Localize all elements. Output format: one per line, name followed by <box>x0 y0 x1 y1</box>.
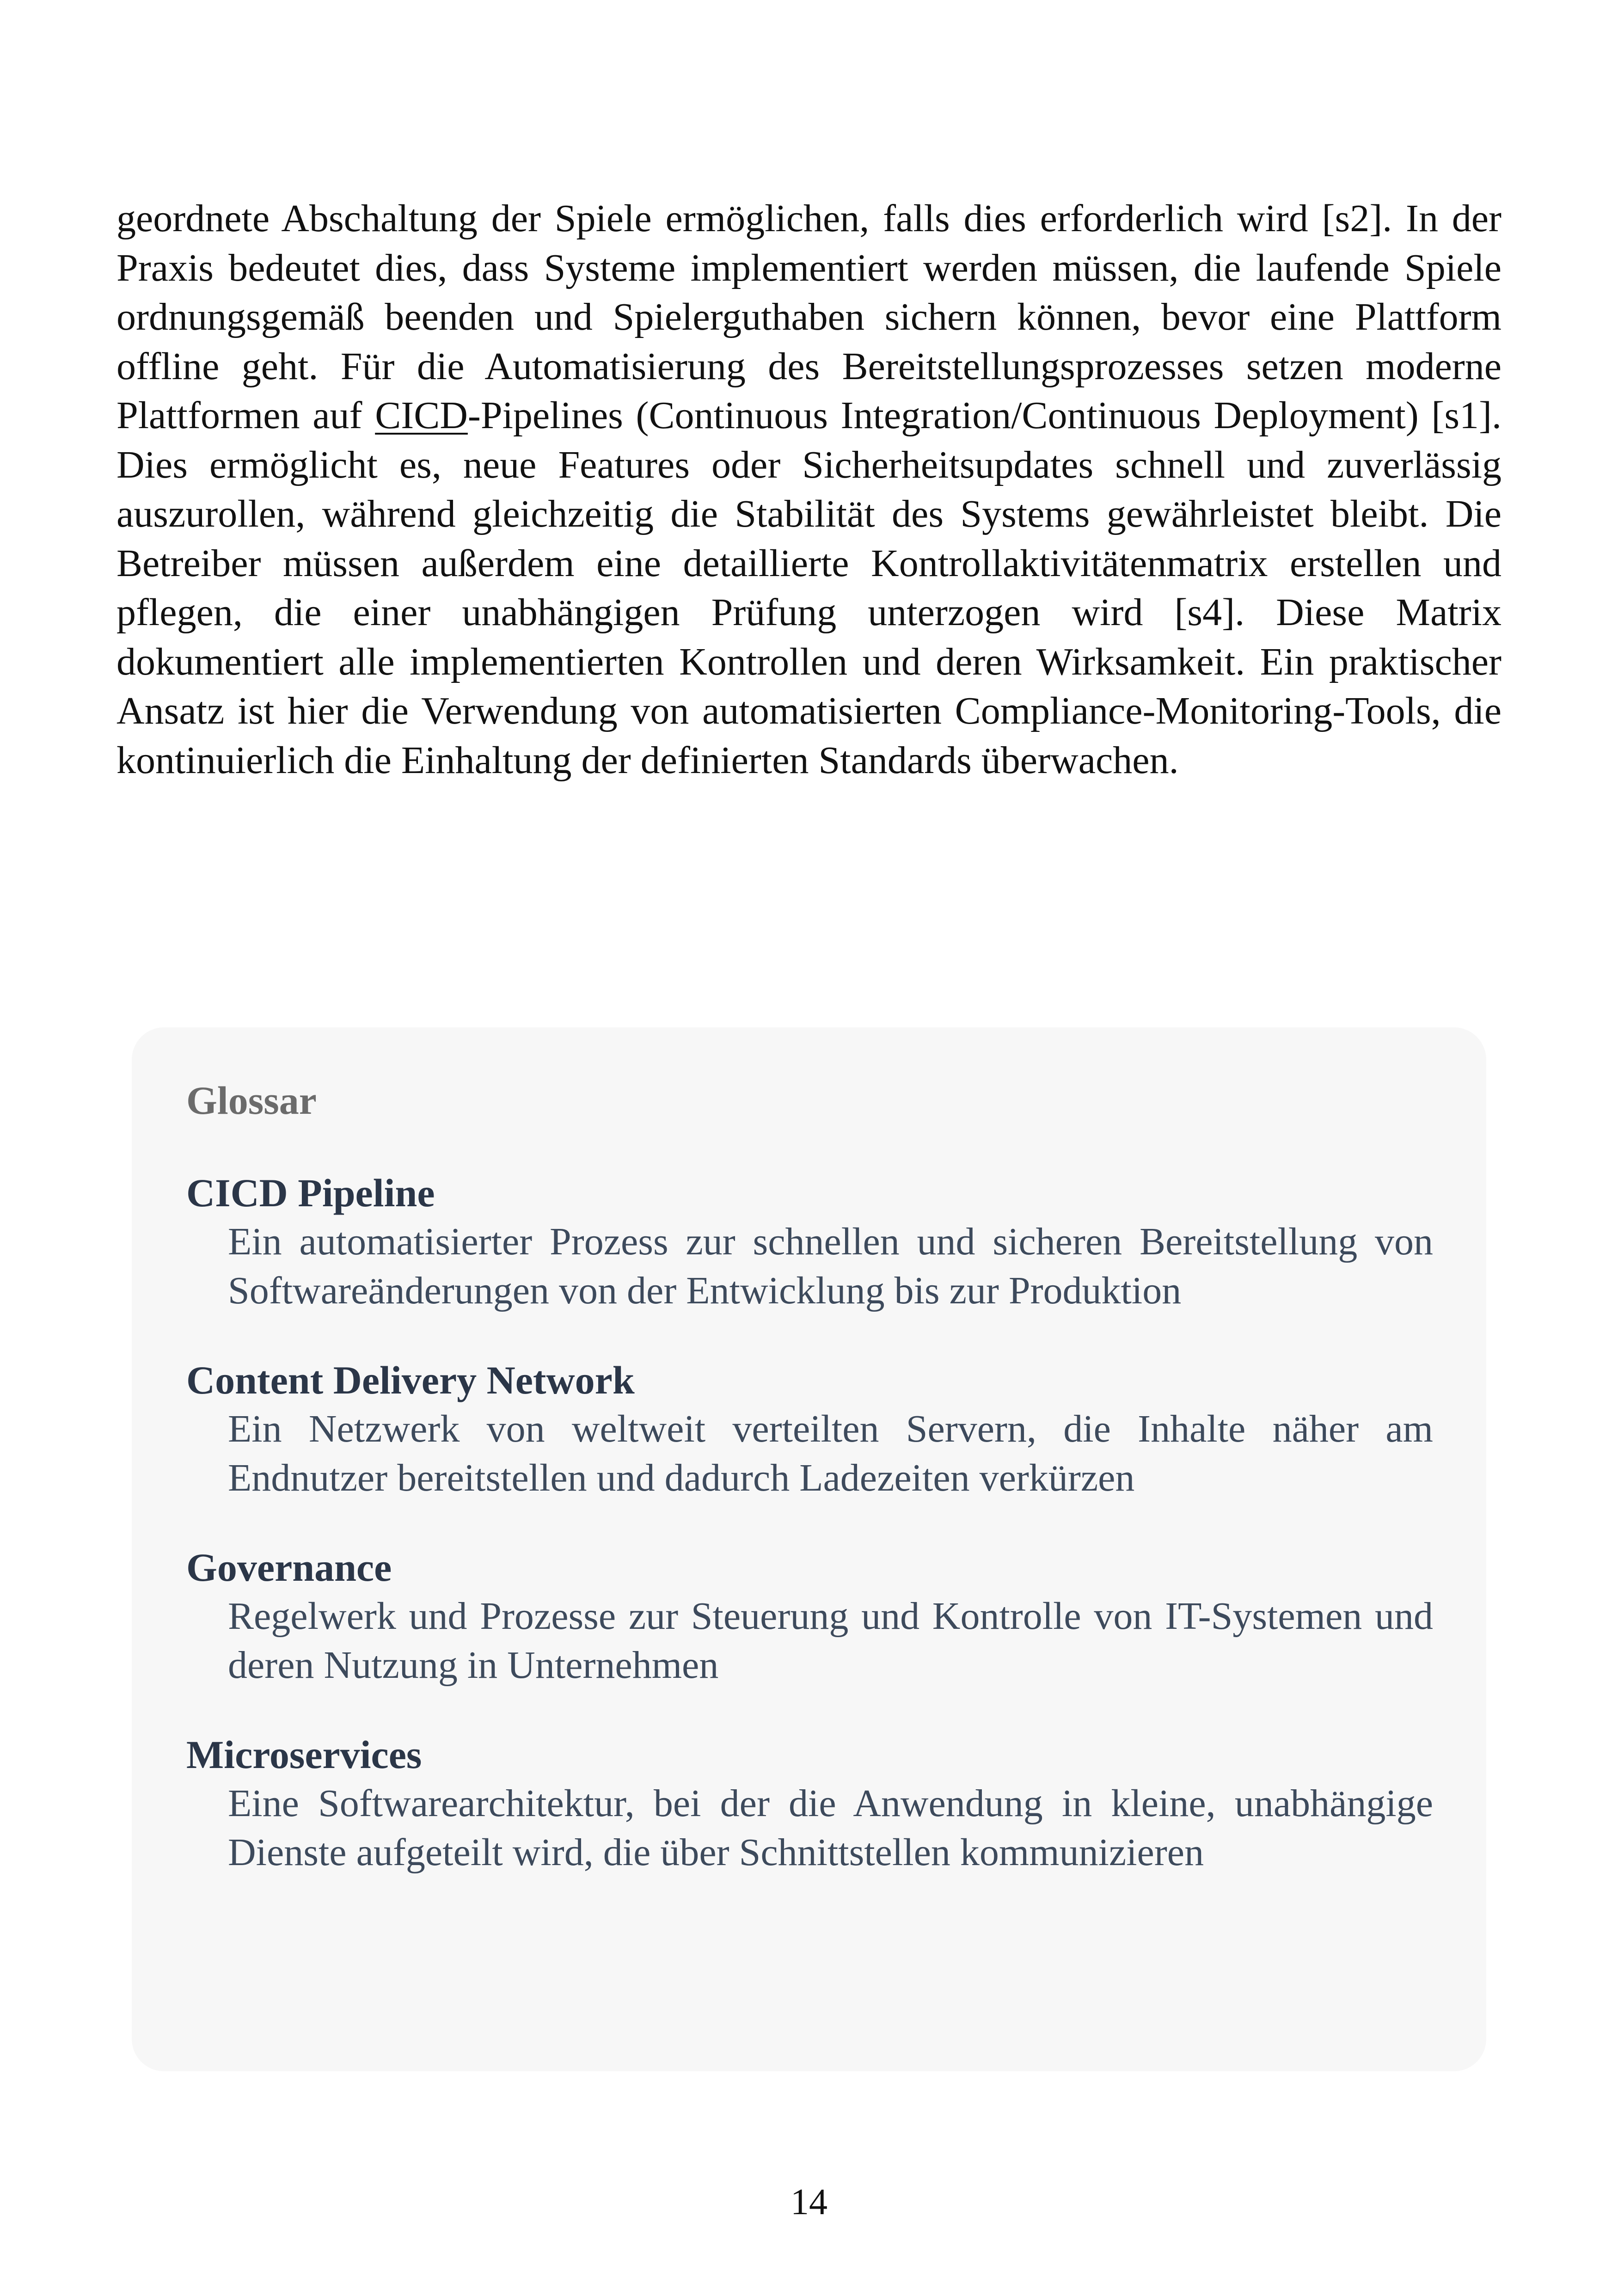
cicd-glossary-link[interactable]: CICD <box>375 394 468 437</box>
glossary-term: Microservices <box>186 1732 422 1777</box>
glossary-entry-governance <box>186 1543 1433 1690</box>
glossary-entry-cicd-pipeline <box>186 1168 1433 1315</box>
glossary-entries <box>186 1168 1433 1917</box>
page-number: 14 <box>791 2182 827 2222</box>
glossary-definition: Regelwerk und Prozesse zur Steuerung und Kontrolle von IT-Systemen und deren Nutzung in Unternehmen <box>228 1595 1433 1687</box>
glossary-term: CICD Pipeline <box>186 1171 435 1215</box>
glossary-title: Glossar <box>186 1078 317 1123</box>
body-paragraph <box>116 194 1502 785</box>
body-text-part-1: geordnete Abschaltung der Spiele ermöglichen, falls dies erforderlich wird [s2]. In der Praxis bedeutet dies, dass Systeme implementiert werden müssen, die laufende Spiele ordnungsgemäß beenden und Spielerguthaben sichern können, bevor eine Plattform offline geht. Für die Automatisierung des Bereitstellungsprozesses setzen moderne Plattformen auf <box>116 197 1502 437</box>
body-text-part-2: -Pipelines (Continuous Integration/Continuous Deployment) [s1]. Dies ermöglicht es, neue Features oder Sicherheitsupdates schnell und zuverlässig auszurollen, während gleichzeitig die Stabilität des Systems gewährleistet bleibt. Die Betreiber müssen außerdem eine detaillierte Kontrollaktivitätenmatrix erstellen und pflegen, die einer unabhängigen Prüfung unterzogen wird [s4]. Diese Matrix dokumentiert alle implementierten Kontrollen und deren Wirksamkeit. Ein praktischer Ansatz ist hier die Verwendung von automatisierten Compliance-Monitoring-Tools, die kontinuierlich die Einhaltung der definierten Standards überwachen. <box>116 394 1502 782</box>
glossary-term: Content Delivery Network <box>186 1358 635 1402</box>
glossary-definition: Ein Netzwerk von weltweit verteilten Servern, die Inhalte näher am Endnutzer bereitstellen und dadurch Ladezeiten verkürzen <box>228 1407 1433 1499</box>
glossary-term: Governance <box>186 1545 392 1590</box>
glossary-definition: Ein automatisierter Prozess zur schnellen und sicheren Bereitstellung von Softwareänderungen von der Entwicklung bis zur Produktion <box>228 1220 1433 1312</box>
glossary-definition: Eine Softwarearchitektur, bei der die Anwendung in kleine, unabhängige Dienste aufgeteilt wird, die über Schnittstellen kommunizieren <box>228 1782 1433 1874</box>
glossary-entry-microservices <box>186 1730 1433 1877</box>
glossary-box <box>132 1027 1486 2071</box>
glossary-entry-content-delivery-network <box>186 1356 1433 1503</box>
